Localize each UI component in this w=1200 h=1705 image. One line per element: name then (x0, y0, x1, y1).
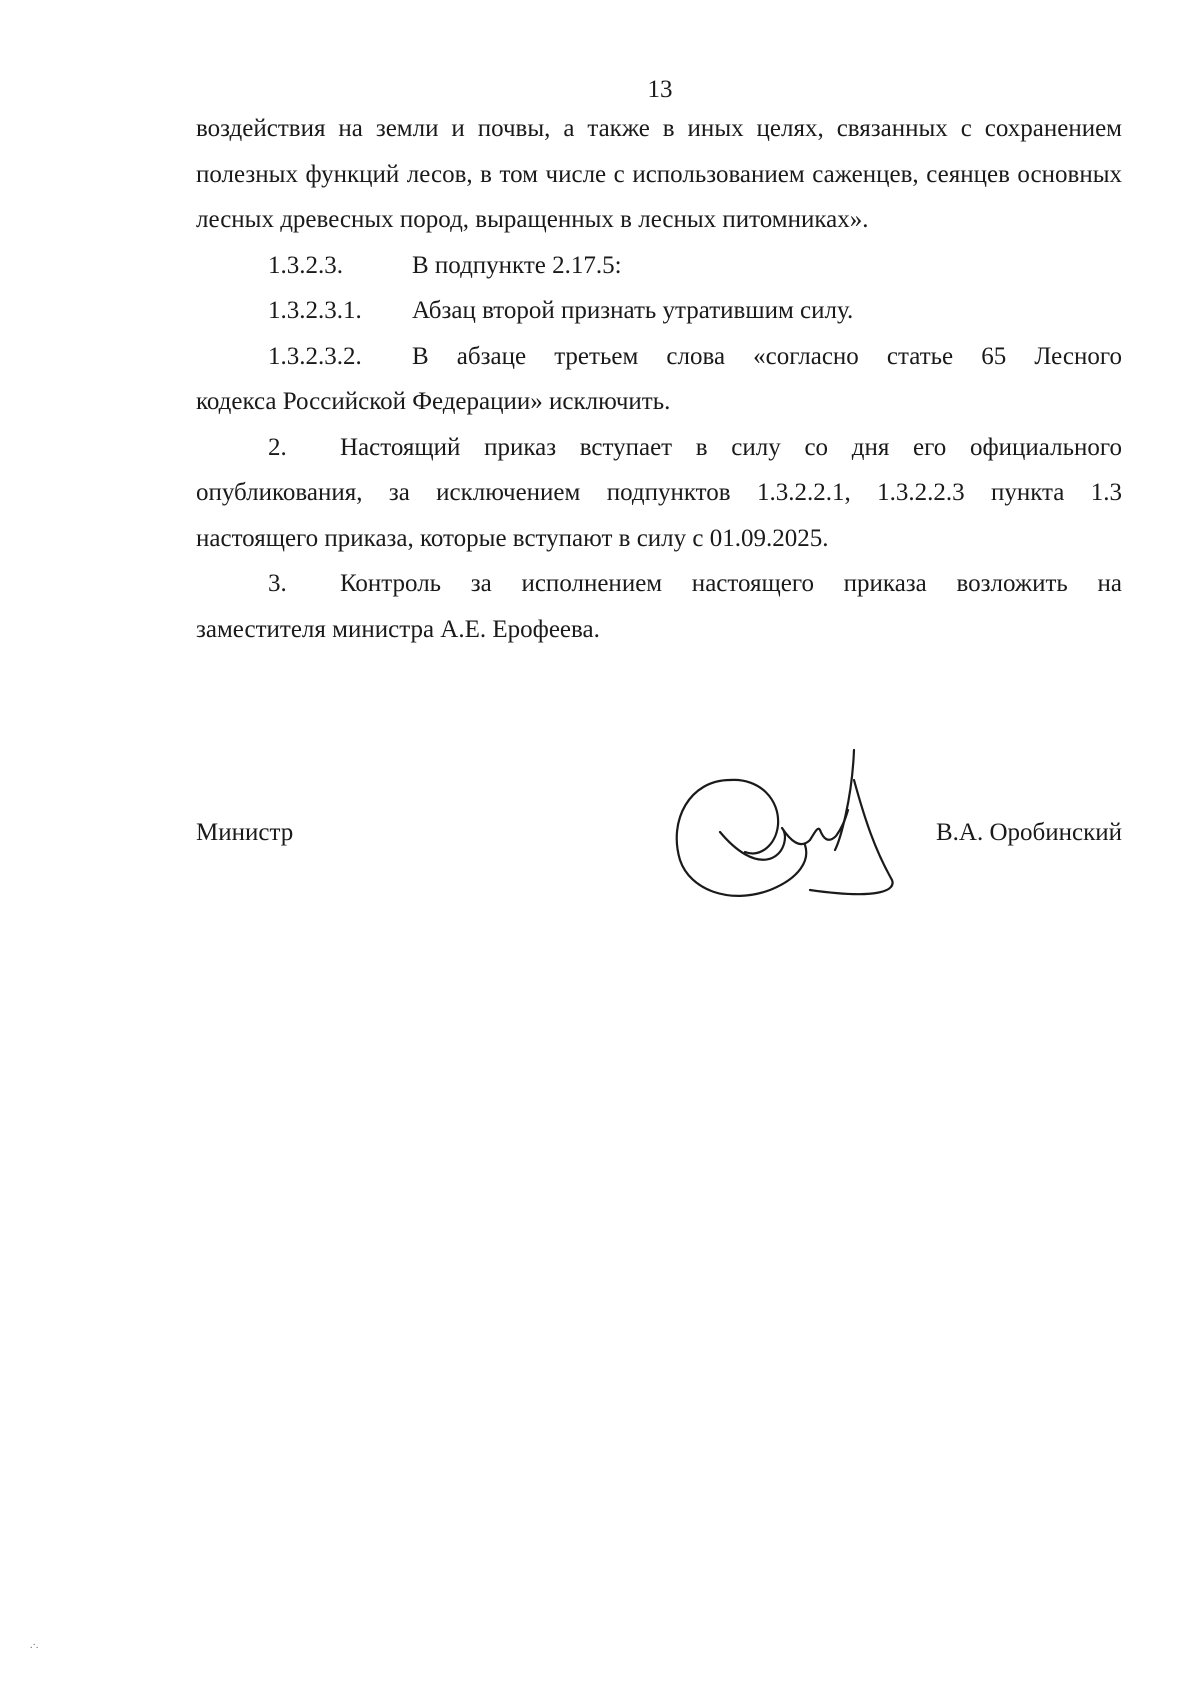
handwritten-signature (660, 740, 900, 910)
subitem-text-line1: В абзаце третьем слова «согласно статье 65 Лесного (412, 342, 1122, 370)
subitem-text: Абзац второй признать утратившим силу. (412, 297, 854, 324)
item-text-line1: Настоящий приказ вступает в силу со дня его официального (340, 433, 1122, 461)
item-3 (196, 561, 1122, 607)
signature-block (196, 808, 1122, 858)
subitem-text: В подпункте 2.17.5: (412, 251, 622, 279)
subitem-1-3-2-3 (196, 243, 1122, 289)
subitem-number: 1.3.2.3.2. (268, 342, 362, 370)
item-2 (196, 425, 1122, 471)
subitem-text-continuation: кодекса Российской Федерации» исключить. (196, 388, 671, 415)
continuation-paragraph: воздействия на земли и почвы, а также в иных целях, связанных с сохранением полезных функций лесов, в том числе с использованием саженцев, сеянцев основных лесных древесных пород, выращенных в лесных питомниках». (196, 115, 1122, 233)
signatory-title: Министр (196, 819, 294, 846)
subitem-number: 1.3.2.3.1. (268, 297, 362, 324)
item-text-line1: Контроль за исполнением настоящего приказа возложить на (340, 570, 1122, 597)
item-number: 3. (268, 570, 287, 597)
subitem-1-3-2-3-1 (196, 288, 1122, 334)
item-text-continuation: настоящего приказа, которые вступают в силу с 01.09.2025. (196, 524, 829, 552)
subitem-1-3-2-3-2 (196, 334, 1122, 380)
scan-artifact-mark: .·. (30, 1640, 39, 1651)
item-text-line2: опубликования, за исключением подпунктов 1.3.2.2.1, 1.3.2.2.3 пункта 1.3 (196, 479, 1122, 506)
document-body (196, 106, 1122, 652)
item-number: 2. (268, 433, 287, 461)
subitem-number: 1.3.2.3. (268, 251, 343, 279)
item-text-continuation: заместителя министра А.Е. Ерофеева. (196, 615, 600, 643)
signatory-name: В.А. Оробинский (935, 819, 1122, 846)
page-number: 13 (647, 76, 673, 103)
